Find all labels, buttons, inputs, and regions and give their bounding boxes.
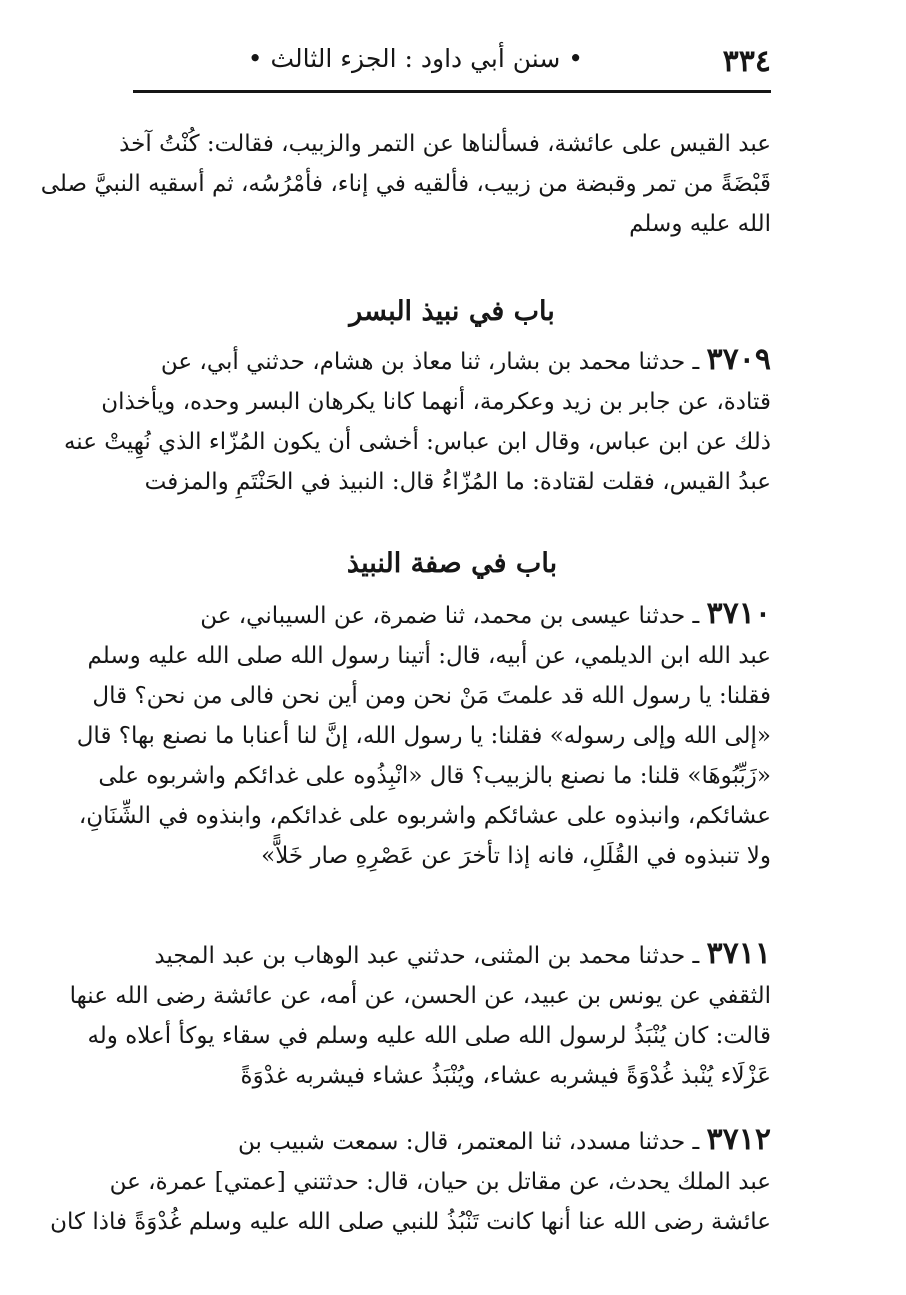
text-line: فقلنا: يا رسول الله قد علمتَ مَنْ نحن ومن أين نحن فالى من نحن؟ قال bbox=[92, 683, 771, 709]
hadith-number: ٣٧١٢ bbox=[706, 1122, 771, 1157]
continued-paragraph bbox=[40, 124, 771, 244]
text-line: عبد الملك يحدث، عن مقاتل بن حيان، قال: حدثتني [عمتي] عمرة، عن bbox=[109, 1169, 771, 1195]
text-line: الله عليه وسلم bbox=[629, 211, 771, 237]
text-line: «زَبِّبُوهَا» قلنا: ما نصنع بالزبيب؟ قال «انْبِذُوه على غدائكم واشربوه على bbox=[98, 763, 771, 789]
text-line: عبد الله ابن الديلمي، عن أبيه، قال: أتينا رسول الله صلى الله عليه وسلم bbox=[87, 643, 771, 669]
page-number: ٣٣٤ bbox=[722, 44, 771, 79]
header-rule bbox=[133, 90, 771, 93]
hadith-number: ٣٧٠٩ bbox=[706, 342, 771, 377]
text-line bbox=[133, 934, 771, 976]
text-line: عشائكم، وانبذوه على عشائكم واشربوه على غدائكم، وابنذوه في الشِّنَانِ، bbox=[78, 803, 771, 829]
text-line: ذلك عن ابن عباس، وقال ابن عباس: أخشى أن يكون المُزّاء الذي نُهِيتْ عنه bbox=[63, 429, 771, 455]
hadith-3709 bbox=[63, 340, 771, 502]
section-title: باب في نبيذ البسر bbox=[349, 296, 555, 327]
text-line: عبد القيس على عائشة، فسألناها عن التمر والزبيب، فقالت: كُنْتُ آخذ bbox=[119, 131, 771, 157]
text-line: «إلى الله وإلى رسوله» فقلنا: يا رسول الله، إنَّ لنا أعنابا ما نصنع بها؟ قال bbox=[76, 723, 771, 749]
hadith-3712 bbox=[50, 1120, 771, 1242]
page-header bbox=[133, 40, 771, 88]
hadith-3711 bbox=[69, 934, 771, 1096]
text-line: عبدُ القيس، فقلت لقتادة: ما المُزّاءُ قال: النبيذ في الحَنْتَمِ والمزفت bbox=[144, 469, 771, 495]
hadith-text: ـ حدثنا محمد بن المثنى، حدثني عبد الوهاب بن عبد المجيد bbox=[154, 943, 700, 969]
hadith-text: ـ حدثنا مسدد، ثنا المعتمر، قال: سمعت شبيب بن bbox=[237, 1129, 700, 1155]
text-line bbox=[133, 1120, 771, 1162]
section-title: باب في صفة النبيذ bbox=[346, 548, 558, 579]
hadith-number: ٣٧١١ bbox=[706, 936, 771, 971]
text-line: ولا تنبذوه في القُلَلِ، فانه إذا تأخرَ عن عَصْرِهِ صار خَلاًّ» bbox=[261, 843, 771, 869]
hadith-text: ـ حدثنا عيسى بن محمد، ثنا ضمرة، عن السيباني، عن bbox=[200, 603, 700, 629]
text-line: الثقفي عن يونس بن عبيد، عن الحسن، عن أمه، عن عائشة رضى الله عنها bbox=[69, 983, 771, 1009]
text-line bbox=[133, 340, 771, 382]
hadith-number: ٣٧١٠ bbox=[706, 596, 771, 631]
text-line: قتادة، عن جابر بن زيد وعكرمة، أنهما كانا يكرهان البسر وحده، ويأخذان bbox=[101, 389, 771, 415]
text-line: قَبْضَةً من تمر وقبضة من زبيب، فألقيه في إناء، فأمْرُسُه، ثم أسقيه النبيَّ صلى bbox=[40, 171, 771, 197]
running-title: • سنن أبي داود : الجزء الثالث • bbox=[247, 44, 583, 73]
hadith-text: ـ حدثنا محمد بن بشار، ثنا معاذ بن هشام، حدثني أبي، عن bbox=[160, 349, 700, 375]
text-line: عائشة رضى الله عنا أنها كانت تَنْبُذُ للنبي صلى الله عليه وسلم غُدْوَةً فاذا كان bbox=[50, 1209, 771, 1235]
text-line: قالت: كان يُنْبَذُ لرسول الله صلى الله عليه وسلم في سقاء يوكأ أعلاه وله bbox=[87, 1023, 771, 1049]
text-line bbox=[133, 594, 771, 636]
hadith-3710 bbox=[76, 594, 771, 876]
text-line: عَزْلَاء يُنْبذ غُدْوَةً فيشربه عشاء، ويُنْبَذُ عشاء فيشربه غدْوَةً bbox=[240, 1063, 771, 1089]
